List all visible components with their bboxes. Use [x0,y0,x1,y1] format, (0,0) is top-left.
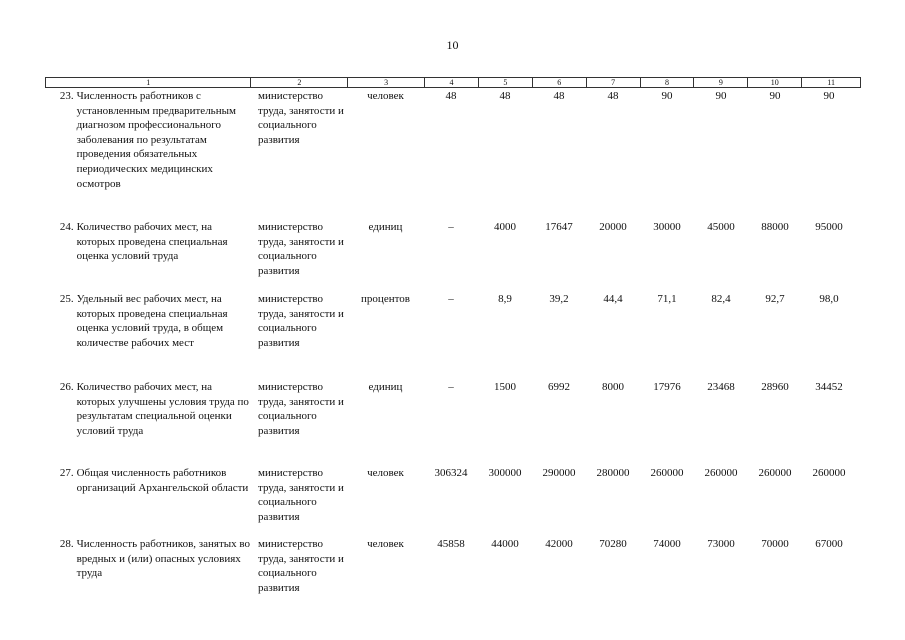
indicator-cell [45,537,250,595]
value-col-11: 260000 [812,467,846,479]
value-col-7: 48 [607,90,619,102]
value-col-9: 90 [715,90,727,102]
table-row [45,292,861,350]
header-col-2: 2 [250,78,347,87]
value-col-10: 28960 [761,381,789,393]
table-row [45,220,861,278]
value-col-10: 92,7 [765,293,785,305]
value-col-10: 88000 [761,221,789,233]
column-number-header [45,77,861,88]
responsible-cell: министерство труда, занятости и социального развития [258,538,344,594]
unit-cell: процентов [361,293,410,305]
value-col-7: 280000 [596,467,630,479]
row-number: 26. [59,381,74,393]
value-col-7: 8000 [602,381,624,393]
value-col-10: 70000 [761,538,789,550]
responsible-cell: министерство труда, занятости и социального развития [258,467,344,523]
value-col-6: 17647 [545,221,573,233]
row-number: 25. [59,293,74,305]
value-col-6: 48 [553,90,565,102]
value-col-4: 48 [445,90,457,102]
row-number: 27. [59,467,74,479]
value-col-5: 48 [499,90,511,102]
header-col-3: 3 [347,78,424,87]
unit-cell: человек [367,467,404,479]
indicator-text: Количество рабочих мест, на которых улучшены условия труда по результатам специальной оценки условий труда [76,381,249,437]
row-number: 28. [59,538,74,550]
unit-cell: единиц [368,381,403,393]
value-col-10: 260000 [758,467,792,479]
value-col-9: 73000 [707,538,735,550]
value-col-8: 17976 [653,381,681,393]
value-col-4: – [448,381,454,393]
responsible-cell: министерство труда, занятости и социального развития [258,221,344,277]
value-col-11: 90 [823,90,835,102]
value-col-8: 71,1 [657,293,677,305]
responsible-cell: министерство труда, занятости и социального развития [258,381,344,437]
row-number: 24. [59,221,74,233]
value-col-7: 20000 [599,221,627,233]
value-col-8: 90 [661,90,673,102]
indicator-cell [45,380,250,438]
header-col-11: 11 [801,78,860,87]
page-number: 10 [446,38,459,52]
responsible-cell: министерство труда, занятости и социального развития [258,293,344,349]
indicator-text: Количество рабочих мест, на которых проведена специальная оценка условий труда [76,221,228,263]
value-col-7: 44,4 [603,293,623,305]
header-col-1: 1 [146,78,151,87]
value-col-9: 82,4 [711,293,731,305]
value-col-5: 8,9 [498,293,512,305]
header-col-7: 7 [586,78,640,87]
value-col-9: 45000 [707,221,735,233]
header-col-8: 8 [640,78,694,87]
value-col-7: 70280 [599,538,627,550]
indicator-text: Численность работников, занятых во вредных и (или) опасных условиях труда [76,538,251,580]
unit-cell: единиц [368,221,403,233]
value-col-11: 98,0 [819,293,839,305]
responsible-cell: министерство труда, занятости и социального развития [258,90,344,146]
table-row [45,380,861,438]
table-row [45,537,861,595]
indicator-cell [45,89,250,191]
value-col-5: 44000 [491,538,519,550]
table-row [45,466,861,524]
value-col-9: 260000 [704,467,738,479]
indicator-text: Численность работников с установленным предварительным диагнозом профессионального заболевания по результатам проведения обязательных периодических медицинских осмотров [76,90,236,190]
value-col-5: 300000 [488,467,522,479]
header-col-9: 9 [693,78,747,87]
row-number: 23. [59,90,74,102]
value-col-11: 67000 [815,538,843,550]
value-col-4: 45858 [437,538,465,550]
value-col-9: 23468 [707,381,735,393]
value-col-4: – [448,221,454,233]
value-col-6: 39,2 [549,293,569,305]
header-col-6: 6 [532,78,586,87]
value-col-6: 6992 [548,381,570,393]
value-col-4: 306324 [434,467,468,479]
value-col-5: 4000 [494,221,516,233]
indicator-cell [45,220,250,278]
value-col-5: 1500 [494,381,516,393]
indicator-text: Удельный вес рабочих мест, на которых проведена специальная оценка условий труда, в общем количестве рабочих мест [76,293,228,349]
value-col-4: – [448,293,454,305]
value-col-6: 290000 [542,467,576,479]
value-col-8: 74000 [653,538,681,550]
table-row [45,89,861,191]
value-col-8: 30000 [653,221,681,233]
value-col-6: 42000 [545,538,573,550]
value-col-8: 260000 [650,467,684,479]
indicator-text: Общая численность работников организаций Архангельской области [76,467,249,494]
unit-cell: человек [367,538,404,550]
indicator-cell [45,292,250,350]
value-col-11: 95000 [815,221,843,233]
header-col-4: 4 [424,78,478,87]
indicator-cell [45,466,250,524]
header-col-10: 10 [747,78,801,87]
unit-cell: человек [367,90,404,102]
value-col-10: 90 [769,90,781,102]
header-col-5: 5 [478,78,532,87]
value-col-11: 34452 [815,381,843,393]
